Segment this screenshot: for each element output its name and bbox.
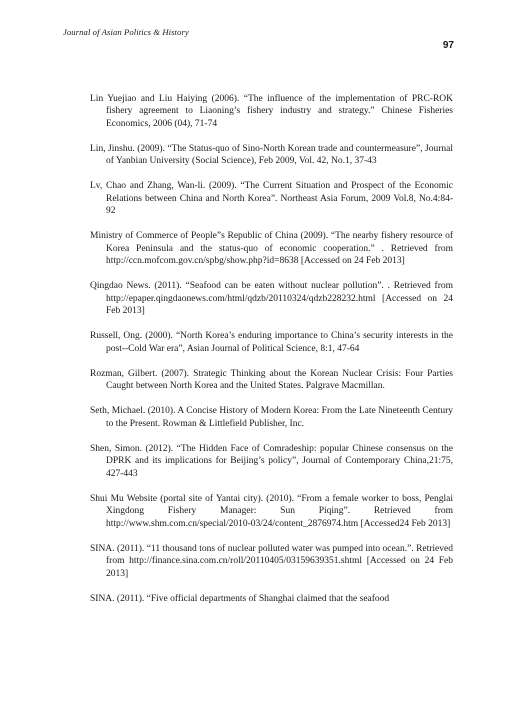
reference-entry: Lin, Jinshu. (2009). “The Status-quo of Sino-North Korean trade and countermeasure”, Journal of Yanbian University (Social Science), Feb 2009, Vol. 42, No.1, 37-43 <box>90 143 453 166</box>
reference-entry: SINA. (2011). “Five official departments of Shanghai claimed that the seafood <box>90 593 390 604</box>
reference-entry: Qingdao News. (2011). “Seafood can be eaten without nuclear pollution”. . Retrieved from http://epaper.qingdaonews.com/html/qdzb/20110324/qdzb228232.html [Accessed on 24 Feb 2013] <box>90 281 453 316</box>
reference-entry: Shen, Simon. (2012). “The Hidden Face of Comradeship: popular Chinese consensus on the DPRK and its implications for Beijing’s policy”, Journal of Contemporary China,21:75, 427-443 <box>90 443 453 479</box>
reference-entry: Ministry of Commerce of People”s Republic of China (2009). “The nearby fishery resource of Korea Peninsula and the status-quo of economic cooperation.” . Retrieved from http://ccn.mofcom.gov.cn/spbg/show.php?id=8638 [Accessed on 24 Feb 2013] <box>90 231 453 266</box>
reference-entry: Lin Yuejiao and Liu Haiying (2006). “The influence of the implementation of PRC-ROK fishery agreement to Liaoning’s fishery industry and strategy.” Chinese Fisheries Economics, 2006 (04), 71-74 <box>90 93 453 129</box>
reference-entry: Russell, Ong. (2000). “North Korea’s enduring importance to China’s security interests in the post--Cold War era”, Asian Journal of Political Science, 8:1, 47-64 <box>90 331 453 354</box>
reference-entry: Rozman, Gilbert. (2007). Strategic Thinking about the Korean Nuclear Crisis: Four Parties Caught between North Korea and the United States. Palgrave Macmillan. <box>90 368 453 391</box>
reference-entry: Shui Mu Website (portal site of Yantai city). (2010). “From a female worker to boss, Penglai Xingdong Fishery Manager: Sun Piqing”. Retrieved from http://www.shm.com.cn/special/2010-03/24/content_2876974.htm [Accessed24 Feb 2013] <box>90 493 453 529</box>
reference-entry: Lv, Chao and Zhang, Wan-li. (2009). “The Current Situation and Prospect of the Economic Relations between China and North Korea”. Northeast Asia Forum, 2009 Vol.8, No.4:84-92 <box>90 181 453 216</box>
reference-list <box>90 83 453 618</box>
page-number: 97 <box>442 40 454 51</box>
reference-entry: SINA. (2011). “11 thousand tons of nuclear polluted water was pumped into ocean.”. Retrieved from http://finance.sina.com.cn/roll/20110405/03159639351.shtml [Accessed on 24 Feb 2013] <box>90 543 453 579</box>
running-header-journal-title: Journal of Asian Politics & History <box>63 27 189 37</box>
reference-entry: Seth, Michael. (2010). A Concise History of Modern Korea: From the Late Nineteenth Century to the Present. Rowman & Littlefield Publisher, Inc. <box>90 406 453 429</box>
